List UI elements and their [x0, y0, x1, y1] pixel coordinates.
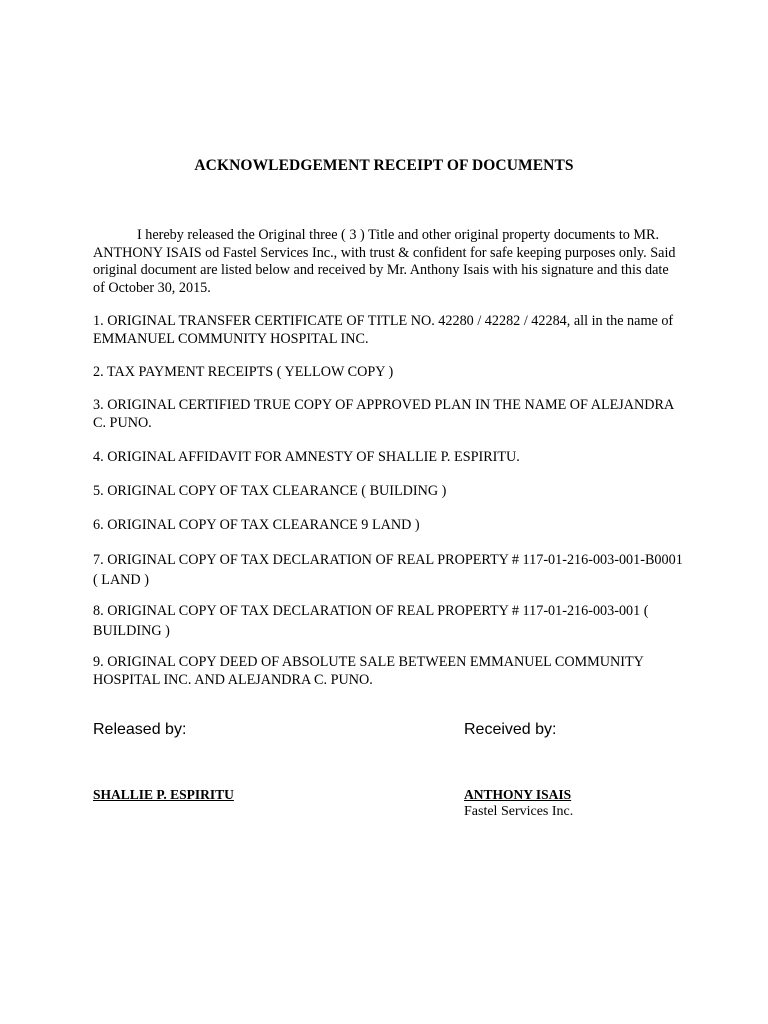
receiver-name: ANTHONY ISAIS [464, 787, 572, 802]
intro-paragraph: I hereby released the Original three ( 3 ) Title and other original property documents to MR. ANTHONY ISAIS od Fastel Services Inc., with trust & confident for safe keeping purposes only. Said original document are listed below and received by Mr. Anthony Isais with his signature and this date of October 30, 2015. [93, 227, 676, 296]
list-item: 7. ORIGINAL COPY OF TAX DECLARATION OF REAL PROPERTY # 117-01-216-003-001-B0001 ( LAND ) [93, 552, 683, 588]
list-item: 8. ORIGINAL COPY OF TAX DECLARATION OF REAL PROPERTY # 117-01-216-003-001 ( BUILDING ) [93, 603, 649, 639]
released-by-label: Released by: [93, 721, 187, 738]
list-item: 1. ORIGINAL TRANSFER CERTIFICATE OF TITLE NO. 42280 / 42282 / 42284, all in the name of EMMANUEL COMMUNITY HOSPITAL INC. [93, 313, 674, 347]
list-item: 6. ORIGINAL COPY OF TAX CLEARANCE 9 LAND ) [93, 517, 420, 533]
list-item: 2. TAX PAYMENT RECEIPTS ( YELLOW COPY ) [93, 364, 394, 380]
list-item: 5. ORIGINAL COPY OF TAX CLEARANCE ( BUILDING ) [93, 483, 447, 499]
document-title: ACKNOWLEDGEMENT RECEIPT OF DOCUMENTS [194, 157, 574, 174]
receiver-company: Fastel Services Inc. [464, 804, 574, 819]
list-item: 9. ORIGINAL COPY DEED OF ABSOLUTE SALE BETWEEN EMMANUEL COMMUNITY HOSPITAL INC. AND ALEJANDRA C. PUNO. [93, 654, 644, 688]
list-item: 4. ORIGINAL AFFIDAVIT FOR AMNESTY OF SHALLIE P. ESPIRITU. [93, 449, 520, 465]
received-by-label: Received by: [464, 721, 557, 738]
releaser-name: SHALLIE P. ESPIRITU [93, 787, 234, 802]
list-item: 3. ORIGINAL CERTIFIED TRUE COPY OF APPROVED PLAN IN THE NAME OF ALEJANDRA C. PUNO. [93, 397, 674, 431]
